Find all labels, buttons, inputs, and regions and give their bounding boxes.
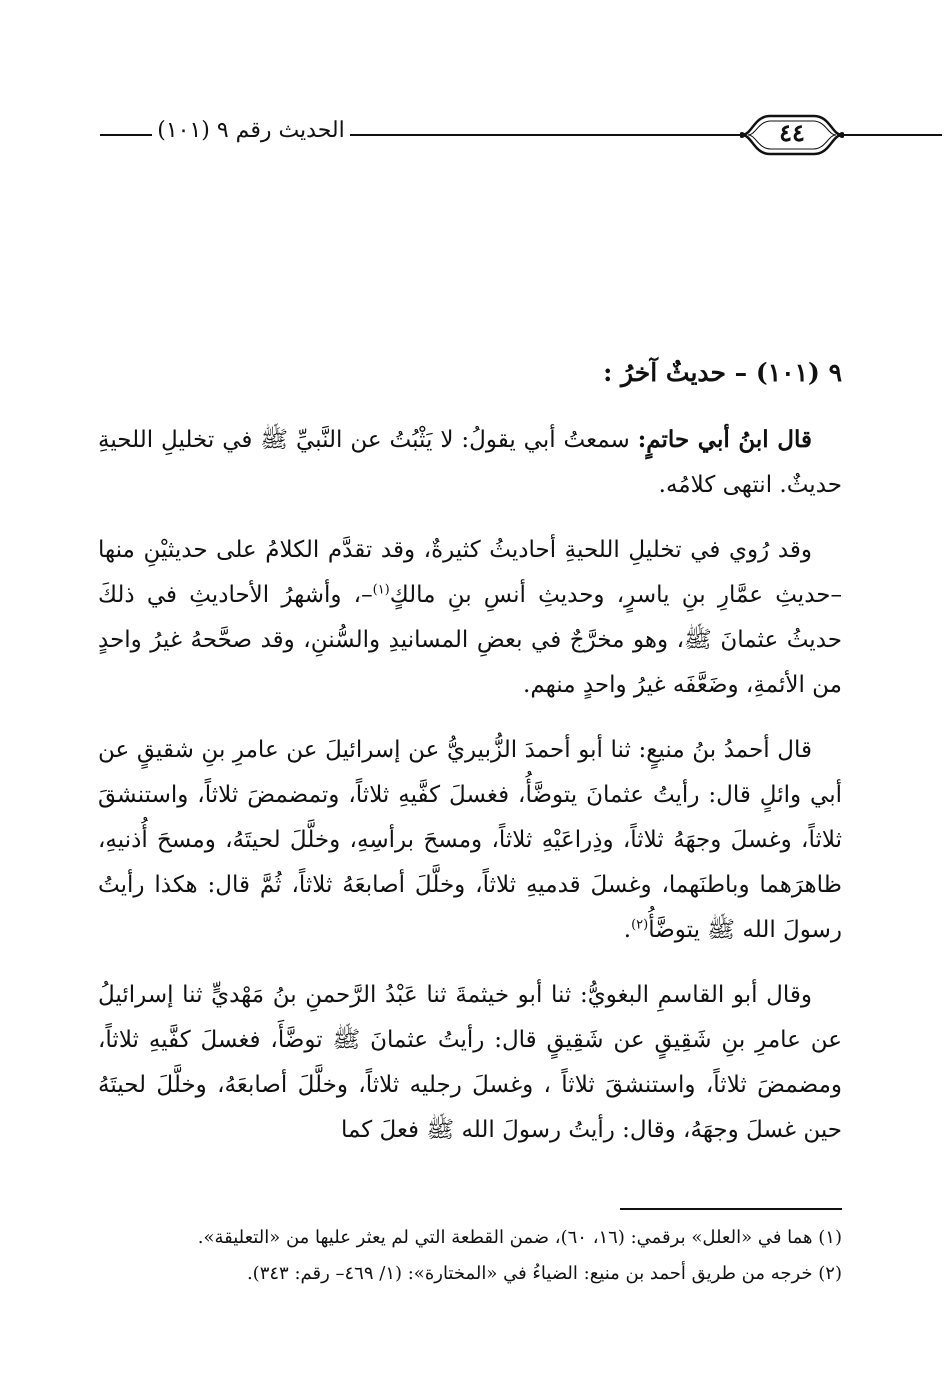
paragraph-3-text-before: قال أحمدُ بنُ منيعٍ: ثنا أبو أحمدَ الزُّبيريُّ عن إسرائيلَ عن عامرِ بنِ شقيقٍ عن أبي وائلٍ قال: رأيتُ عثمانَ يتوضَّأُ، فغسلَ كفَّيهِ ثلاثاً، وتمضمضَ ثلاثاً، واستنشقَ ثلاثاً، وغسلَ وجهَهُ ثلاثاً، وذِراعَيْهِ ثلاثاً، ومسحَ برأسِهِ، وخلَّلَ لحيتَهُ، ومسحَ أُذنيهِ، ظاهرَهما وباطنَهما، وغسلَ قدميهِ ثلاثاً، وخلَّلَ أصابعَهُ ثلاثاً، ثُمَّ قال: هكذا رأيتُ رسولَ الله ﷺ يتوضَّأُ (98, 737, 842, 943)
footnote-2: (٢) خرجه من طريق أحمد بن منيع: الضياءُ في «المختارة»: (١/ ٤٦٩– رقم: ٣٤٣). (246, 1263, 842, 1284)
paragraph-1-lead: قال ابنُ أبي حاتمٍ: (637, 426, 812, 453)
footnote-marker-1[interactable]: (١) (372, 582, 390, 598)
paragraph-2-text-before: وقد رُوي في تخليلِ اللحيةِ أحاديثُ كثيرةٌ، وقد تقدَّم الكلامُ على حديثيْنِ منها –حديثِ عمَّارِ بنِ ياسرٍ، وحديثِ أنسِ بنِ مالكٍ (98, 537, 842, 608)
header-rule-left (100, 134, 152, 136)
header-rule-right (840, 134, 942, 136)
paragraph-3-text-after: . (623, 917, 632, 943)
page-number: ٤٤ (779, 118, 805, 147)
paragraph-3 (98, 728, 842, 953)
running-header (100, 110, 842, 160)
paragraph-4 (98, 973, 842, 1153)
running-title: الحديث رقم ٩ (١٠١) (157, 118, 345, 143)
footnote-separator (620, 1208, 842, 1210)
main-text (98, 350, 842, 1173)
paragraph-1-text: سمعتُ أبي يقولُ: لا يَثْبُتُ عن النَّبيِّ ﷺ في تخليلِ اللحيةِ حديثٌ. انتهى كلامُه. (98, 427, 842, 498)
paragraph-1 (98, 417, 842, 508)
header-rule-middle (350, 134, 742, 136)
paragraph-2-text-after: –، وأشهرُ الأحاديثِ في ذلكَ حديثُ عثمانَ ﷺ، وهو مخرَّجٌ في بعضِ المسانيدِ والسُّننِ، وقد صحَّحهُ غيرُ واحدٍ من الأئمةِ، وضَعَّفَه غيرُ واحدٍ منهم. (98, 582, 842, 698)
footnotes (100, 1220, 842, 1292)
footnote-1: (١) هما في «العلل» برقمي: (١٦، ٦٠)، ضمن القطعة التي لم يعثر عليها من «التعليقة». (197, 1227, 842, 1248)
paragraph-2 (98, 528, 842, 708)
footnote-marker-2[interactable]: (٢) (631, 917, 649, 933)
hadith-heading: ٩ (١٠١) – حديثٌ آخرُ : (603, 358, 842, 387)
paragraph-4-text: وقال أبو القاسمِ البغويُّ: ثنا أبو خيثمةَ ثنا عَبْدُ الرَّحمنِ بنُ مَهْديٍّ ثنا إسرائيلُ عن عامرِ بنِ شَقِيقٍ عن شَقِيقٍ قال: رأيتُ عثمانَ ﷺ توضَّأَ، فغسلَ كفَّيهِ ثلاثاً، ومضمضَ ثلاثاً، واستنشقَ ثلاثاً ، وغسلَ رجليه ثلاثاً، وخلَّلَ أصابعَهُ، وخلَّلَ لحيتَهُ حين غسلَ وجهَهُ، وقال: رأيتُ رسولَ الله ﷺ فعلَ كما (98, 982, 842, 1143)
